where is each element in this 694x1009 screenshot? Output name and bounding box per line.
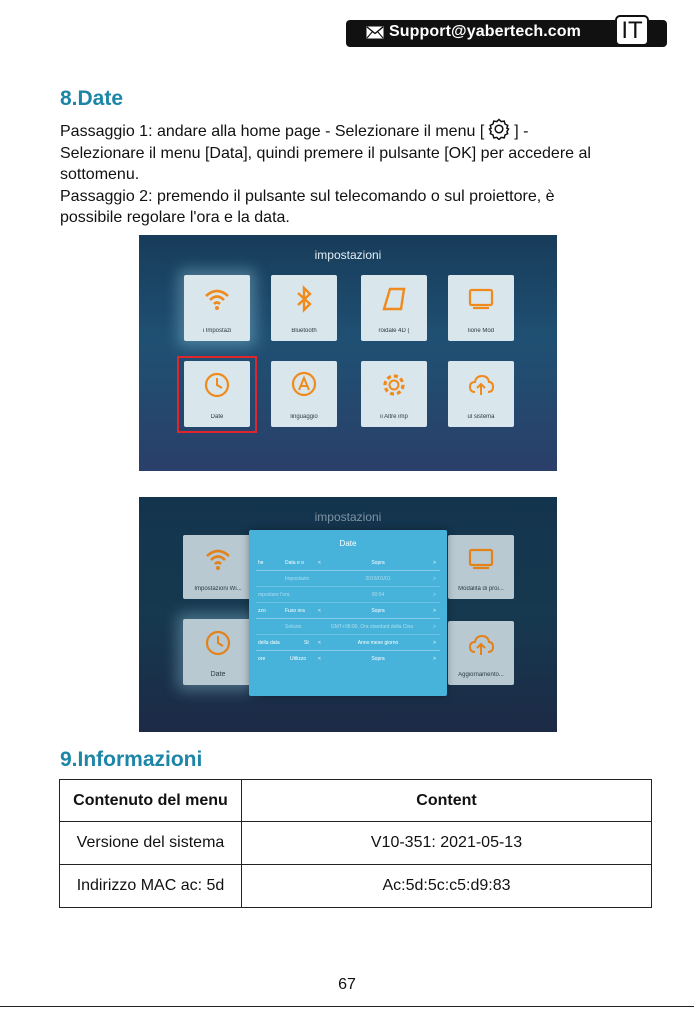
clock-icon (204, 629, 232, 657)
tile-language[interactable] (271, 361, 337, 427)
row-value: 2016/01/01 (365, 576, 391, 582)
keystone-icon (380, 285, 408, 313)
screen-icon (467, 285, 495, 313)
section-heading-info: 9.Informazioni (60, 748, 203, 771)
row-label: mpostare l'ora (258, 592, 290, 598)
tile-projection-mode[interactable] (448, 535, 514, 599)
table-cell: V10-351: 2021-05-13 (242, 822, 652, 865)
row-value: GMT+08:00, Ora standard della Cina (330, 624, 414, 630)
date-dialog-screenshot (139, 497, 557, 732)
row-sublabel: Impostazio (285, 576, 310, 582)
settings-title: impostazioni (314, 248, 382, 262)
mail-icon (366, 26, 384, 39)
row-sublabel: Selezio (285, 624, 302, 630)
dialog-row-select-timezone[interactable] (256, 620, 440, 635)
table-header: Contenuto del menu (60, 780, 242, 822)
step2-line2: possibile regolare l'ora e la data. (60, 209, 290, 226)
dialog-row-auto-datetime[interactable] (256, 556, 440, 571)
tile-label: roidale 4D ( (378, 328, 410, 334)
row-value: 00:54 (371, 592, 385, 598)
tile-label: Aggiornamento... (458, 672, 504, 678)
row-sublabel: Fuso ora (285, 608, 305, 614)
page-number: 67 (338, 976, 356, 993)
dialog-row-set-time[interactable] (256, 588, 440, 603)
row-sublabel: St (304, 640, 309, 646)
tile-label: ii Altre imp (380, 414, 408, 420)
row-value: Sopra (371, 656, 385, 662)
row-label: zzo (258, 608, 266, 614)
support-email: Support@yabertech.com (389, 23, 581, 40)
dialog-row-set-date[interactable] (256, 572, 440, 587)
bluetooth-icon (290, 285, 318, 313)
wifi-icon (203, 285, 231, 313)
chevron-left-icon[interactable]: < (318, 656, 321, 662)
tile-label: i Impostazi (202, 328, 232, 334)
step1-line2: Selezionare il menu [Data], quindi premere il pulsante [OK] per accedere al (60, 144, 591, 162)
row-label: ore (258, 656, 266, 662)
dialog-row-auto-timezone[interactable] (256, 604, 440, 619)
language-icon (290, 371, 318, 399)
dialog-title: Date (339, 539, 357, 548)
tile-system-update[interactable] (448, 621, 514, 685)
tile-date[interactable] (183, 619, 253, 685)
tile-label: lione Mod (467, 328, 494, 334)
dialog-row-24h-format[interactable] (256, 652, 440, 666)
chevron-right-icon[interactable]: > (433, 560, 436, 566)
chevron-left-icon[interactable]: < (318, 640, 321, 646)
table-header: Content (242, 780, 652, 822)
tile-label: Bluetooth (291, 328, 317, 334)
row-value: Sopra (371, 608, 385, 614)
tile-keystone[interactable] (361, 275, 427, 341)
tile-other-settings[interactable] (361, 361, 427, 427)
chevron-right-icon[interactable]: > (433, 656, 436, 662)
tile-projection-mode[interactable] (448, 275, 514, 341)
wifi-icon (204, 545, 232, 573)
table-cell: Versione del sistema (60, 822, 242, 865)
table-cell: Ac:5d:5c:c5:d9:83 (242, 865, 652, 908)
tile-label: Date (210, 414, 224, 420)
row-sublabel: Utilizzo (290, 656, 307, 662)
row-value: Anno mese giorno (357, 640, 399, 646)
table-header-row (60, 780, 652, 822)
language-tab: IT (615, 15, 649, 46)
cloud-update-icon (467, 631, 495, 659)
tile-label: ul sistema (467, 414, 495, 420)
chevron-left-icon[interactable]: < (318, 560, 321, 566)
gear-icon (380, 371, 408, 399)
tile-label: Date (210, 671, 226, 678)
tile-wifi[interactable] (184, 275, 250, 341)
date-dialog (249, 530, 447, 696)
tile-system-update[interactable] (448, 361, 514, 427)
chevron-left-icon[interactable]: < (318, 608, 321, 614)
tile-label: linguaggio (290, 414, 318, 420)
settings-screenshot (139, 235, 557, 471)
table-cell: Indirizzo MAC ac: 5d (60, 865, 242, 908)
tile-bluetooth[interactable] (271, 275, 337, 341)
step2-line1: Passaggio 2: premendo il pulsante sul telecomando o sul proiettore, è (60, 187, 555, 205)
table-row (60, 865, 652, 908)
date-instructions (60, 118, 660, 229)
tile-label: Modalità di proi... (458, 586, 504, 592)
tile-label: Impostazioni Wi... (194, 586, 242, 592)
dialog-row-date-format[interactable] (256, 636, 440, 651)
settings-title: impostazioni (314, 510, 382, 524)
step1-text-a: Passaggio 1: andare alla home page - Selezionare il menu [ (60, 123, 485, 140)
chevron-right-icon[interactable]: > (433, 640, 436, 646)
step1-line3: sottomenu. (60, 166, 140, 183)
tile-wifi[interactable] (183, 535, 253, 599)
highlight-box (177, 356, 257, 433)
settings-gear-icon (488, 118, 510, 140)
table-row (60, 822, 652, 865)
chevron-right-icon[interactable]: > (433, 592, 436, 598)
row-value: Sopra (371, 560, 385, 566)
step1-text-b: ] - (514, 123, 529, 140)
screen-icon (467, 545, 495, 573)
cloud-update-icon (467, 371, 495, 399)
row-sublabel: Data e o (285, 560, 304, 566)
chevron-right-icon[interactable]: > (433, 608, 436, 614)
info-table (59, 779, 652, 908)
footer-divider (0, 1006, 694, 1007)
row-label: he (258, 560, 264, 566)
section-heading-date: 8.Date (60, 87, 124, 110)
chevron-right-icon[interactable]: > (433, 576, 436, 582)
chevron-right-icon[interactable]: > (433, 624, 436, 630)
row-label: della data (258, 640, 280, 646)
